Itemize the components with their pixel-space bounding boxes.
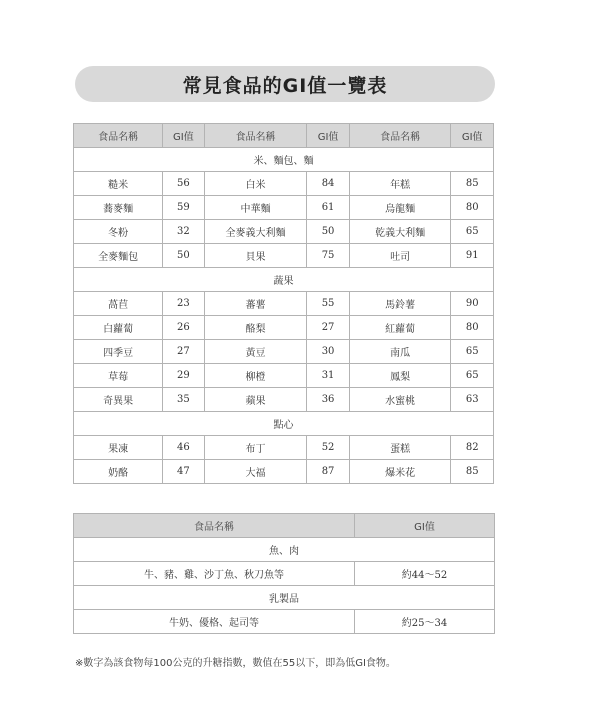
section-label: 乳製品 (74, 586, 495, 610)
gi-value-cell: 65 (451, 220, 494, 244)
food-name-cell: 貝果 (204, 244, 307, 268)
food-name-cell: 草莓 (74, 364, 163, 388)
food-name-cell: 水蜜桃 (349, 388, 451, 412)
food-name-cell: 酪梨 (204, 316, 307, 340)
column-header: GI值 (163, 124, 204, 148)
food-name-cell: 蛋糕 (349, 436, 451, 460)
section-row (74, 586, 495, 610)
gi-value-cell: 80 (451, 316, 494, 340)
section-row (74, 412, 494, 436)
food-name-cell: 黃豆 (204, 340, 307, 364)
column-header: GI值 (355, 514, 495, 538)
food-name-cell: 奇異果 (74, 388, 163, 412)
gi-value-cell: 35 (163, 388, 204, 412)
gi-value-cell: 27 (307, 316, 350, 340)
gi-value-cell: 91 (451, 244, 494, 268)
gi-value-cell: 46 (163, 436, 204, 460)
meat-dairy-table (73, 513, 495, 634)
food-name-cell: 蘋果 (204, 388, 307, 412)
food-name-cell: 紅蘿蔔 (349, 316, 451, 340)
gi-value-cell: 50 (307, 220, 350, 244)
food-name-cell: 奶酪 (74, 460, 163, 484)
column-header: 食品名稱 (74, 124, 163, 148)
food-name-cell: 冬粉 (74, 220, 163, 244)
gi-value-cell: 65 (451, 340, 494, 364)
gi-value-cell: 55 (307, 292, 350, 316)
column-header: 食品名稱 (74, 514, 355, 538)
table-row (74, 610, 495, 634)
food-name-cell: 四季豆 (74, 340, 163, 364)
food-name-cell: 吐司 (349, 244, 451, 268)
gi-table (73, 123, 494, 484)
gi-value-cell: 65 (451, 364, 494, 388)
gi-value-cell: 29 (163, 364, 204, 388)
food-name-cell: 全麥麵包 (74, 244, 163, 268)
food-name-cell: 爆米花 (349, 460, 451, 484)
gi-value-cell: 23 (163, 292, 204, 316)
table-row (74, 292, 494, 316)
food-name-cell: 柳橙 (204, 364, 307, 388)
gi-value-cell: 59 (163, 196, 204, 220)
section-row (74, 538, 495, 562)
gi-value-cell: 26 (163, 316, 204, 340)
section-label: 點心 (74, 412, 494, 436)
food-name-cell: 白蘿蔔 (74, 316, 163, 340)
section-row (74, 148, 494, 172)
food-name-cell: 糙米 (74, 172, 163, 196)
gi-value-cell: 75 (307, 244, 350, 268)
column-header: 食品名稱 (204, 124, 307, 148)
food-name-cell: 蕃薯 (204, 292, 307, 316)
gi-value-cell: 87 (307, 460, 350, 484)
gi-value-cell: 31 (307, 364, 350, 388)
food-name-cell: 年糕 (349, 172, 451, 196)
food-name-cell: 布丁 (204, 436, 307, 460)
table-row (74, 340, 494, 364)
gi-value-cell: 63 (451, 388, 494, 412)
meat-dairy-body (74, 538, 495, 634)
food-name-cell: 白米 (204, 172, 307, 196)
gi-value-cell: 80 (451, 196, 494, 220)
gi-table-body (74, 148, 494, 484)
table-row (74, 460, 494, 484)
section-row (74, 268, 494, 292)
section-label: 蔬果 (74, 268, 494, 292)
gi-value-cell: 61 (307, 196, 350, 220)
gi-value-cell: 27 (163, 340, 204, 364)
gi-table-header (74, 124, 494, 148)
gi-value-cell: 36 (307, 388, 350, 412)
table-row (74, 220, 494, 244)
column-header: GI值 (307, 124, 350, 148)
table-row (74, 436, 494, 460)
food-name-cell: 萵苣 (74, 292, 163, 316)
footnote: ※數字為該食物每100公克的升糖指數，數值在55以下，即為低GI食物。 (75, 658, 396, 669)
table-row (74, 364, 494, 388)
gi-value-cell: 56 (163, 172, 204, 196)
table-row (74, 562, 495, 586)
section-label: 魚、肉 (74, 538, 495, 562)
food-name-cell: 烏龍麵 (349, 196, 451, 220)
gi-value-cell: 30 (307, 340, 350, 364)
table-row (74, 388, 494, 412)
table-row (74, 316, 494, 340)
food-name-cell: 牛奶、優格、起司等 (74, 610, 355, 634)
food-name-cell: 中華麵 (204, 196, 307, 220)
gi-value-cell: 50 (163, 244, 204, 268)
food-name-cell: 牛、豬、雞、沙丁魚、秋刀魚等 (74, 562, 355, 586)
gi-value-cell: 84 (307, 172, 350, 196)
gi-value-cell: 32 (163, 220, 204, 244)
gi-value-cell: 約44～52 (355, 562, 495, 586)
meat-dairy-header (74, 514, 495, 538)
table-row (74, 172, 494, 196)
gi-value-cell: 90 (451, 292, 494, 316)
food-name-cell: 全麥義大利麵 (204, 220, 307, 244)
gi-value-cell: 85 (451, 172, 494, 196)
table-row (74, 244, 494, 268)
page-title: 常見食品的GI值一覽表 (75, 66, 495, 102)
food-name-cell: 南瓜 (349, 340, 451, 364)
gi-value-cell: 約25～34 (355, 610, 495, 634)
food-name-cell: 大福 (204, 460, 307, 484)
gi-value-cell: 47 (163, 460, 204, 484)
gi-value-cell: 52 (307, 436, 350, 460)
table-row (74, 196, 494, 220)
food-name-cell: 蕎麥麵 (74, 196, 163, 220)
food-name-cell: 乾義大利麵 (349, 220, 451, 244)
gi-value-cell: 85 (451, 460, 494, 484)
column-header: 食品名稱 (349, 124, 451, 148)
food-name-cell: 馬鈴薯 (349, 292, 451, 316)
column-header: GI值 (451, 124, 494, 148)
section-label: 米、麵包、麵 (74, 148, 494, 172)
food-name-cell: 果凍 (74, 436, 163, 460)
gi-value-cell: 82 (451, 436, 494, 460)
food-name-cell: 鳳梨 (349, 364, 451, 388)
